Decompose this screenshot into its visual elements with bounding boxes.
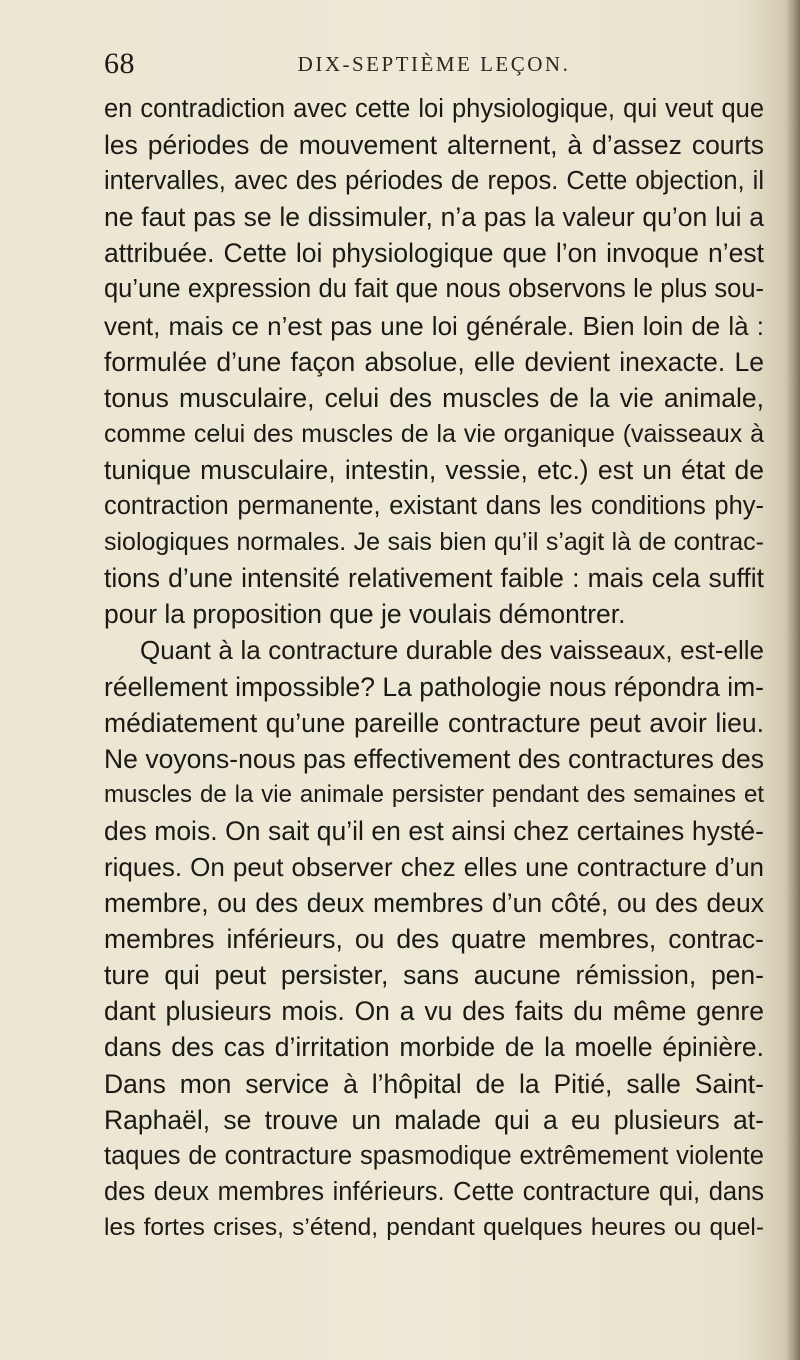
text-line: Ne voyons-nous pas effectivement des contractures des	[104, 743, 764, 774]
text-line: contraction permanente, existant dans les conditions phy-	[104, 492, 764, 521]
text-line: qu’une expression du fait que nous observons le plus sou-	[104, 275, 764, 304]
text-line: ture qui peut persister, sans aucune rémission, pen-	[104, 960, 764, 991]
text-line: formulée d’une façon absolue, elle devient inexacte. Le	[104, 346, 764, 377]
text-line: Raphaël, se trouve un malade qui a eu plusieurs at-	[104, 1104, 764, 1135]
text-line: dans des cas d’irritation morbide de la moelle épinière.	[104, 1032, 764, 1063]
body-text	[104, 91, 764, 1246]
text-line: siologiques normales. Je sais bien qu’il s’agit là de contrac-	[104, 528, 764, 557]
page-number: 68	[104, 47, 135, 80]
text-line: Quant à la contracture durable des vaisseaux, est-elle	[140, 635, 764, 666]
page-gutter-shadow	[786, 0, 800, 1360]
running-head: DIX-SEPTIÈME LEÇON.	[297, 52, 571, 76]
page-header	[104, 44, 764, 84]
text-line: ne faut pas se le dissimuler, n’a pas la valeur qu’on lui a	[104, 202, 764, 233]
text-line: tions d’une intensité relativement faible : mais cela suffit	[104, 563, 764, 594]
text-line: les fortes crises, s’étend, pendant quelques heures ou quel-	[104, 1213, 764, 1241]
text-line: membre, ou des deux membres d’un côté, ou des deux	[104, 888, 764, 919]
text-line: en contradiction avec cette loi physiologique, qui veut que	[104, 95, 764, 123]
text-line: pour la proposition que je voulais démontrer.	[104, 599, 626, 630]
text-line: vent, mais ce n’est pas une loi générale. Bien loin de là :	[104, 310, 764, 341]
text-line: des mois. On sait qu’il en est ainsi chez certaines hysté-	[104, 815, 764, 846]
text-line: tunique musculaire, intestin, vessie, etc.) est un état de	[104, 454, 764, 485]
text-line: tonus musculaire, celui des muscles de la vie animale,	[104, 382, 764, 413]
text-line: réellement impossible? La pathologie nous répondra im-	[104, 671, 764, 702]
text-line: intervalles, avec des périodes de repos. Cette objection, il	[104, 167, 764, 196]
text-line: des deux membres inférieurs. Cette contracture qui, dans	[104, 1177, 764, 1206]
text-line: attribuée. Cette loi physiologique que l’on invoque n’est	[104, 238, 764, 269]
text-line: membres inférieurs, ou des quatre membres, contrac-	[104, 924, 764, 955]
text-line: les périodes de mouvement alternent, à d’assez courts	[104, 130, 764, 161]
text-line: comme celui des muscles de la vie organique (vaisseaux à	[104, 419, 764, 448]
text-line: riques. On peut observer chez elles une contracture d’un	[104, 851, 764, 882]
text-line: dant plusieurs mois. On a vu des faits du même genre	[104, 996, 764, 1027]
text-line: Dans mon service à l’hôpital de la Pitié, salle Saint-	[104, 1068, 764, 1099]
text-line: muscles de la vie animale persister pendant des semaines et	[104, 780, 764, 808]
text-line: médiatement qu’une pareille contracture peut avoir lieu.	[104, 707, 764, 738]
text-line: taques de contracture spasmodique extrêmement violente	[104, 1141, 764, 1170]
